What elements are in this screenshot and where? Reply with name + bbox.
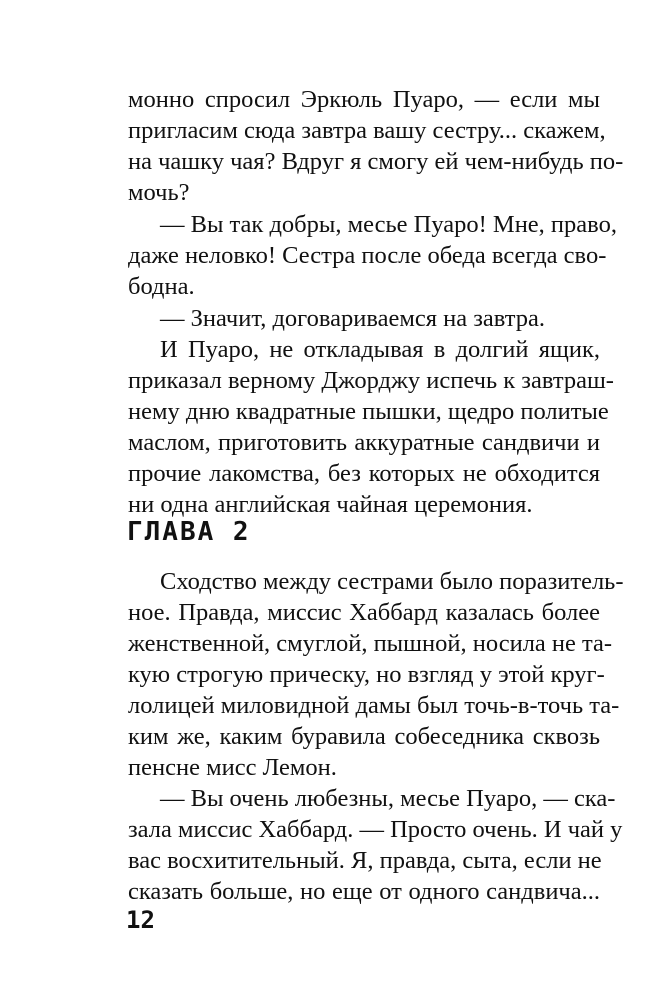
- text-line: бодна.: [128, 273, 195, 300]
- text-line: сказать больше, но еще от одного сандвича...: [128, 878, 600, 905]
- text-line: женственной, смуглой, пышной, носила не та-: [128, 630, 613, 657]
- chapter-heading: ГЛАВА 2: [127, 517, 251, 547]
- text-line: Сходство между сестрами было поразитель-: [160, 568, 624, 595]
- text-line: вас восхитительный. Я, правда, сыта, если не: [128, 847, 602, 874]
- text-line: ким же, каким буравила собеседника сквозь: [128, 723, 600, 750]
- text-line: маслом, приготовить аккуратные сандвичи и: [128, 429, 600, 456]
- text-line: мочь?: [128, 179, 190, 206]
- text-line: пригласим сюда завтра вашу сестру... скажем,: [128, 117, 606, 144]
- text-line: даже неловко! Сестра после обеда всегда сво-: [128, 242, 607, 269]
- text-line: монно спросил Эркюль Пуаро, — если мы: [128, 86, 600, 113]
- text-line: ное. Правда, миссис Хаббард казалась более: [128, 599, 600, 626]
- text-line: нему дню квадратные пышки, щедро политые: [128, 398, 609, 425]
- text-line: зала миссис Хаббард. — Просто очень. И чай у: [128, 816, 623, 843]
- page-number: 12: [126, 906, 155, 934]
- text-line: — Вы так добры, месье Пуаро! Мне, право,: [160, 211, 617, 238]
- text-line: — Вы очень любезны, месье Пуаро, — ска-: [160, 785, 616, 812]
- text-line: — Значит, договариваемся на завтра.: [160, 305, 545, 332]
- text-line: на чашку чая? Вдруг я смогу ей чем-нибудь по-: [128, 148, 624, 175]
- text-line: ни одна английская чайная церемония.: [128, 491, 533, 518]
- text-line: приказал верному Джорджу испечь к завтраш-: [128, 367, 614, 394]
- text-line: кую строгую прическу, но взгляд у этой круг-: [128, 661, 605, 688]
- text-line: пенсне мисс Лемон.: [128, 754, 337, 781]
- text-line: прочие лакомства, без которых не обходится: [128, 460, 600, 487]
- text-line: И Пуаро, не откладывая в долгий ящик,: [160, 336, 600, 363]
- text-line: лолицей миловидной дамы был точь-в-точь та-: [128, 692, 620, 719]
